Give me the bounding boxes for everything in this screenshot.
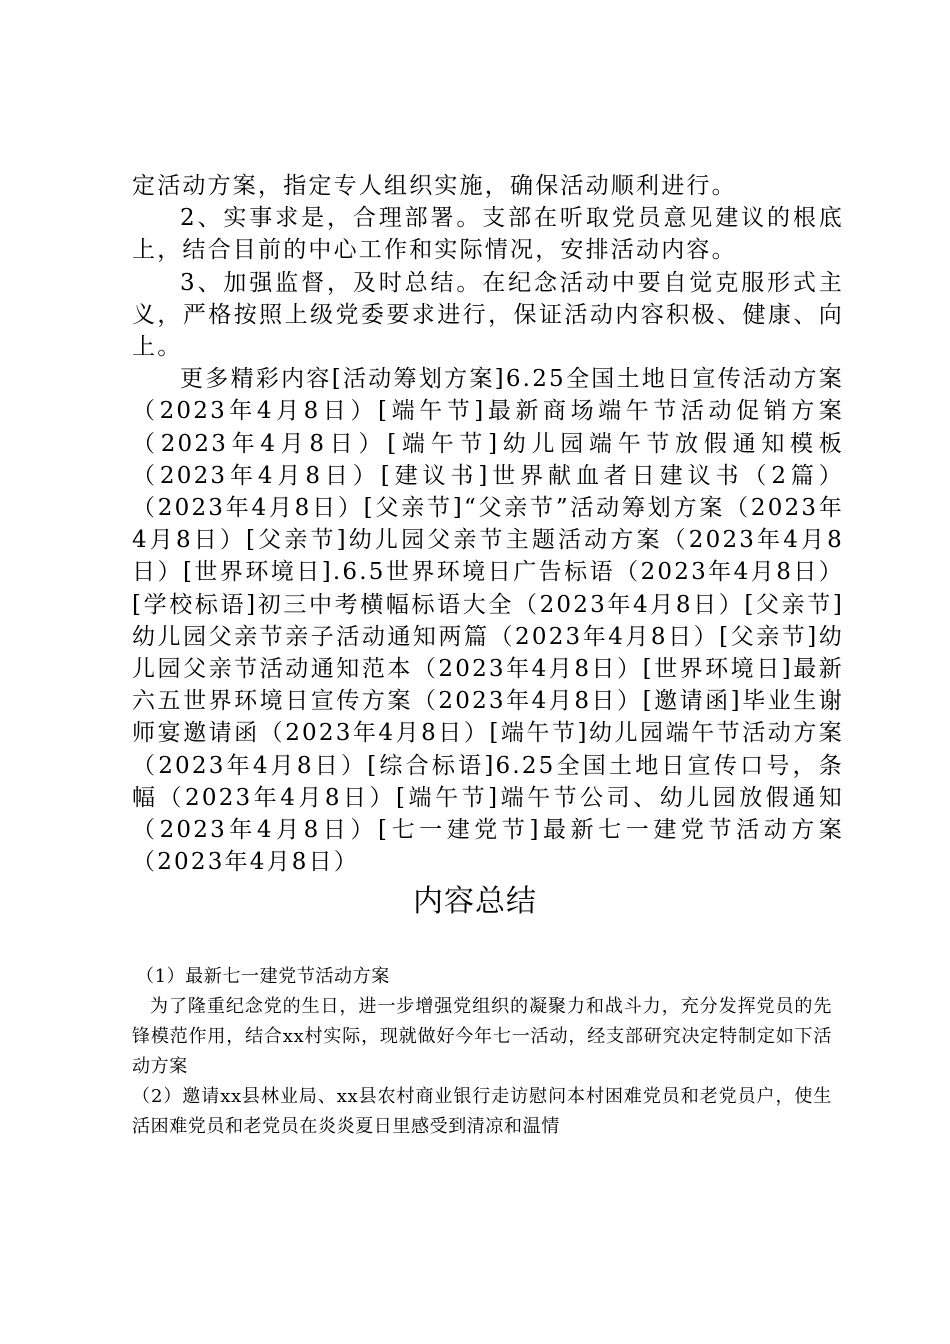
summary-title: 内容总结 [413, 884, 537, 919]
summary-section [132, 962, 832, 1142]
document-body [132, 170, 844, 878]
paragraph-point-2: 2、实事求是，合理部署。支部在听取党员意见建议的根底上，结合目前的中心工作和实际情况，安排活动内容。 [132, 205, 844, 264]
paragraph-continuation: 定活动方案，指定专人组织实施，确保活动顺利进行。 [132, 173, 737, 199]
paragraph-point-3: 3、加强监督，及时总结。在纪念活动中要自觉克服形式主义，严格按照上级党委要求进行，保证活动内容积极、健康、向上。 [132, 269, 844, 361]
summary-item-1-heading: （1）最新七一建党节活动方案 [136, 966, 390, 987]
paragraph-more-content: 更多精彩内容[活动筹划方案]6.25全国土地日宣传活动方案（2023年4月8日）[端午节]最新商场端午节活动促销方案（2023年4月8日）[端午节]幼儿园端午节放假通知模板（2023年4月8日）[建议书]世界献血者日建议书（2篇）（2023年4月8日）[父亲节]“父亲节”活动筹划方案（2023年4月8日）[父亲节]幼儿园父亲节主题活动方案（2023年4月8日）[世界环境日].6.5世界环境日广告标语（2023年4月8日）[学校标语]初三中考横幅标语大全（2023年4月8日）[父亲节]幼儿园父亲节亲子活动通知两篇（2023年4月8日）[父亲节]幼儿园父亲节活动通知范本（2023年4月8日）[世界环境日]最新六五世界环境日宣传方案（2023年4月8日）[邀请函]毕业生谢师宴邀请函（2023年4月8日）[端午节]幼儿园端午节活动方案（2023年4月8日）[综合标语]6.25全国土地日宣传口号，条幅（2023年4月8日）[端午节]端午节公司、幼儿园放假通知（2023年4月8日）[七一建党节]最新七一建党节活动方案（2023年4月8日） [132, 366, 844, 876]
summary-item-1-text: 为了隆重纪念党的生日，进一步增强党组织的凝聚力和战斗力，充分发挥党员的先锋模范作用，结合xx村实际，现就做好今年七一活动，经支部研究决定特制定如下活动方案 [132, 996, 832, 1077]
summary-item-2-text: （2）邀请xx县林业局、xx县农村商业银行走访慰问本村困难党员和老党员户，使生活困难党员和老党员在炎炎夏日里感受到清凉和温情 [132, 1086, 832, 1137]
